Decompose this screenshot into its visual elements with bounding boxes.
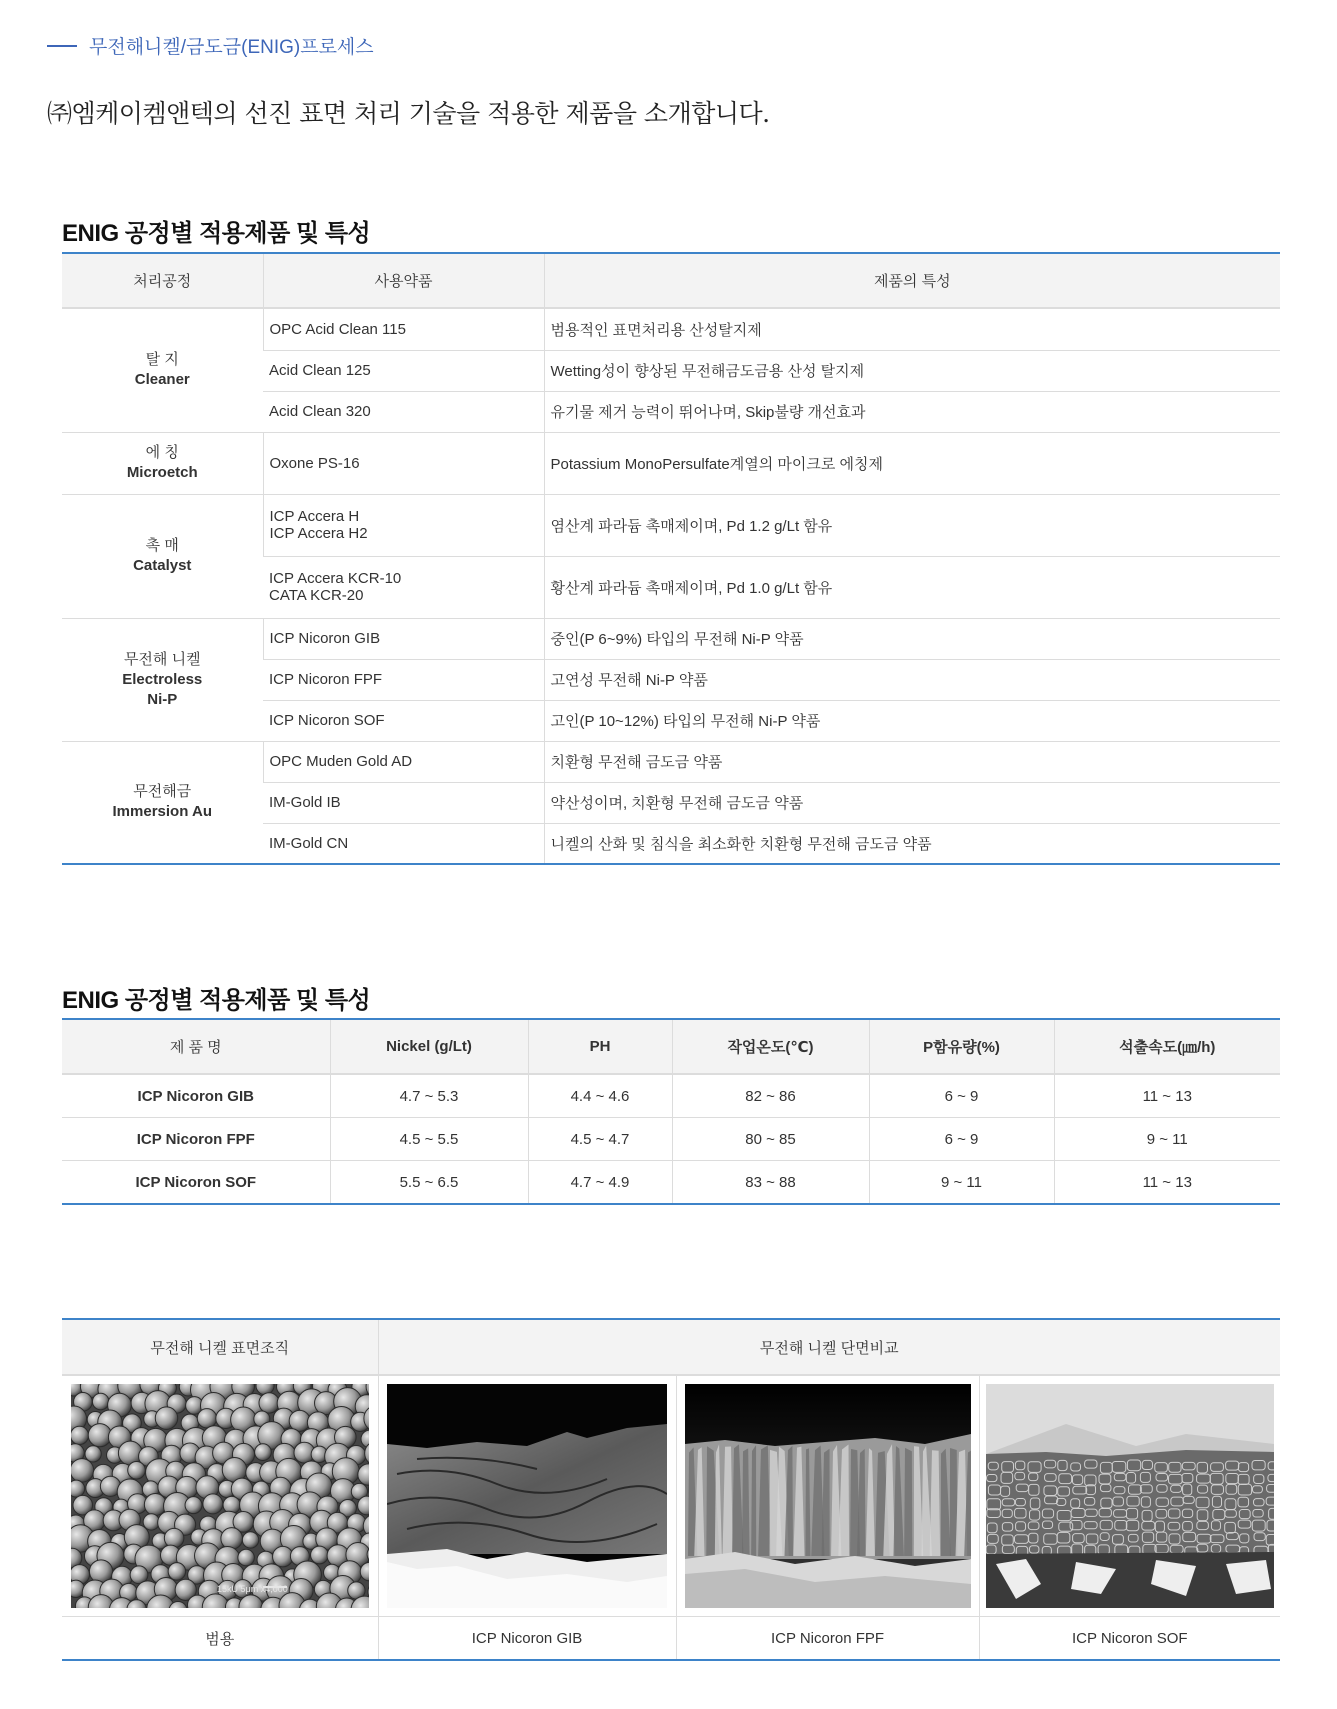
chemical-cell: Oxone PS-16 <box>263 432 544 494</box>
table-row <box>62 1074 1280 1118</box>
table-row <box>62 308 1280 350</box>
table-row <box>62 618 1280 659</box>
header-chemical: 사용약품 <box>263 253 544 308</box>
process-cell-immersion-au <box>62 741 263 864</box>
chemical-cell: ICP Nicoron GIB <box>263 618 544 659</box>
process-en: Catalyst <box>133 557 192 574</box>
deposition-rate-cell: 11 ~ 13 <box>1054 1161 1280 1205</box>
process-en: Ni-P <box>147 690 178 708</box>
process-ko: 에 칭 <box>145 444 179 461</box>
nodule <box>185 1497 202 1514</box>
feature-cell: 황산계 파라듐 촉매제이며, Pd 1.0 g/Lt 함유 <box>544 556 1280 618</box>
process-cell-catalyst <box>62 494 263 618</box>
nodule <box>254 1444 271 1461</box>
process-ko: 무전해 니켈 <box>123 650 201 668</box>
chemical-line: CATA KCR-20 <box>269 587 364 604</box>
table-row <box>62 1161 1280 1205</box>
nodule <box>71 1480 85 1497</box>
sem-cross-section-sof <box>986 1384 1274 1608</box>
process-ko: 촉 매 <box>145 537 179 554</box>
chemical-cell: IM-Gold IB <box>263 782 544 823</box>
phosphorus-cell: 9 ~ 11 <box>869 1161 1054 1205</box>
chemical-cell: ICP Nicoron SOF <box>263 700 544 741</box>
chemical-cell: IM-Gold CN <box>269 834 349 852</box>
process-en: Immersion Au <box>112 803 212 821</box>
ph-cell: 4.5 ~ 4.7 <box>528 1118 672 1161</box>
cross-section-image-cell <box>378 1375 676 1617</box>
ph-cell: 4.7 ~ 4.9 <box>528 1161 672 1205</box>
process-en: Cleaner <box>134 371 190 389</box>
deposition-rate-cell: 9 ~ 11 <box>1054 1118 1280 1161</box>
chemical-line: ICP Accera KCR-10 <box>269 570 402 587</box>
cross-section-image-cell <box>979 1375 1280 1617</box>
intro-text: ㈜엠케이켐앤텍의 선진 표면 처리 기술을 적용한 제품을 소개합니다. <box>47 99 770 128</box>
feature-cell: 치환형 무전해 금도금 약품 <box>544 741 1280 782</box>
breadcrumb <box>47 32 374 59</box>
image-caption: ICP Nicoron GIB <box>378 1617 676 1661</box>
feature-cell: 니켈의 산화 및 침식을 최소화한 치환형 무전해 금도금 약품 <box>544 823 1280 864</box>
header-feature: 제품의 특성 <box>544 253 1280 308</box>
image-caption: ICP Nicoron SOF <box>979 1617 1280 1661</box>
table-header-row <box>62 1319 1280 1375</box>
sem-surface-image <box>71 1384 369 1608</box>
process-ko: 탈 지 <box>145 351 179 369</box>
nickel-cell: 5.5 ~ 6.5 <box>330 1161 528 1205</box>
breadcrumb-text: 무전해니켈/금도금(ENIG)프로세스 <box>89 37 374 58</box>
nodule <box>197 1409 216 1428</box>
temperature-cell: 82 ~ 86 <box>672 1074 869 1118</box>
cross-section-image-cell <box>676 1375 979 1617</box>
table-row <box>62 432 1280 494</box>
chemical-cell: Acid Clean 320 <box>263 391 544 432</box>
nodule <box>164 1528 184 1548</box>
nickel-specs-table <box>62 1018 1280 1205</box>
header-temperature: 작업온도(℃) <box>672 1019 869 1074</box>
nodule <box>168 1563 185 1580</box>
nodule <box>88 1424 111 1447</box>
nickel-cell: 4.5 ~ 5.5 <box>330 1118 528 1161</box>
process-cell-microetch <box>62 432 263 494</box>
chemical-cell: Acid Clean 125 <box>263 350 544 391</box>
nickel-micrograph-table <box>62 1318 1280 1661</box>
section-title-nickel-specs: ENIG 공정별 적용제품 및 특성 <box>62 987 371 1014</box>
nickel-cell: 4.7 ~ 5.3 <box>330 1074 528 1118</box>
nodule <box>221 1528 243 1550</box>
breadcrumb-line <box>47 45 77 47</box>
feature-cell: 고인(P 10~12%) 타입의 무전해 Ni-P 약품 <box>544 700 1280 741</box>
process-products-table <box>62 252 1280 865</box>
nodule <box>310 1546 328 1564</box>
scale-text: 15kU 5μm x4,000 <box>216 1584 288 1594</box>
section-title-process: ENIG 공정별 적용제품 및 특성 <box>62 220 371 247</box>
temperature-cell: 80 ~ 85 <box>672 1118 869 1161</box>
table-header-row <box>62 253 1280 308</box>
nodule <box>203 1494 223 1514</box>
nodule <box>127 1461 145 1479</box>
image-row <box>62 1375 1280 1617</box>
process-cell-electroless-nickel <box>62 618 263 741</box>
chemical-cell: OPC Acid Clean 115 <box>263 308 544 350</box>
table-row <box>62 494 1280 556</box>
column-grain <box>904 1448 912 1556</box>
chemical-cell: ICP Nicoron FPF <box>263 659 544 700</box>
feature-cell: 약산성이며, 치환형 무전해 금도금 약품 <box>544 782 1280 823</box>
feature-cell: 유기물 제거 능력이 뛰어나며, Skip불량 개선효과 <box>544 391 1280 432</box>
table-row <box>62 1118 1280 1161</box>
header-deposition-rate: 석출속도(㎛/h) <box>1054 1019 1280 1074</box>
nodule <box>71 1426 89 1444</box>
image-caption: ICP Nicoron FPF <box>676 1617 979 1661</box>
temperature-cell: 83 ~ 88 <box>672 1161 869 1205</box>
sem-cross-section-fpf <box>685 1384 971 1608</box>
nodule <box>259 1393 279 1413</box>
header-phosphorus: P함유량(%) <box>869 1019 1054 1074</box>
feature-cell: 염산계 파라듐 촉매제이며, Pd 1.2 g/Lt 함유 <box>544 494 1280 556</box>
caption-row <box>62 1617 1280 1661</box>
chemical-cell: OPC Muden Gold AD <box>263 741 544 782</box>
phosphorus-cell: 6 ~ 9 <box>869 1074 1054 1118</box>
feature-cell: Potassium MonoPersulfate계열의 마이크로 에칭제 <box>544 432 1280 494</box>
deposition-rate-cell: 11 ~ 13 <box>1054 1074 1280 1118</box>
chemical-cell <box>263 556 544 618</box>
process-cell-cleaner <box>62 308 263 432</box>
nodule <box>223 1496 240 1513</box>
surface-image-cell <box>62 1375 378 1617</box>
process-en: Electroless <box>122 670 203 688</box>
nodule <box>71 1459 94 1483</box>
header-surface-structure: 무전해 니켈 표면조직 <box>62 1319 378 1375</box>
feature-cell: 중인(P 6~9%) 타입의 무전해 Ni-P 약품 <box>544 618 1280 659</box>
ph-cell: 4.4 ~ 4.6 <box>528 1074 672 1118</box>
process-en: Microetch <box>126 464 198 481</box>
product-name-cell: ICP Nicoron FPF <box>62 1118 330 1161</box>
product-name-cell: ICP Nicoron GIB <box>62 1074 330 1118</box>
product-name-cell: ICP Nicoron SOF <box>135 1173 257 1191</box>
phosphorus-cell: 6 ~ 9 <box>869 1118 1054 1161</box>
nodule <box>238 1549 255 1566</box>
table-header-row <box>62 1019 1280 1074</box>
sem-cross-section-gib <box>387 1384 667 1608</box>
feature-cell: 범용적인 표면처리용 산성탈지제 <box>544 308 1280 350</box>
process-ko: 무전해금 <box>133 783 192 801</box>
nodule <box>155 1407 177 1429</box>
chemical-line: ICP Accera H2 <box>269 525 368 542</box>
nodule <box>144 1494 166 1516</box>
header-cross-section: 무전해 니켈 단면비교 <box>378 1319 1280 1375</box>
image-caption: 범용 <box>205 1630 235 1648</box>
header-ph: PH <box>528 1019 672 1074</box>
chemical-line: ICP Accera H <box>269 508 360 525</box>
chemical-cell <box>263 494 544 556</box>
nodule <box>92 1393 109 1410</box>
header-nickel: Nickel (g/Lt) <box>330 1019 528 1074</box>
nodule <box>242 1532 258 1548</box>
feature-cell: 고연성 무전해 Ni-P 약품 <box>544 659 1280 700</box>
table-row <box>62 741 1280 782</box>
header-product-name: 제 품 명 <box>62 1019 330 1074</box>
feature-cell: Wetting성이 향상된 무전해금도금용 산성 탈지제 <box>544 350 1280 391</box>
header-process: 처리공정 <box>62 253 263 308</box>
